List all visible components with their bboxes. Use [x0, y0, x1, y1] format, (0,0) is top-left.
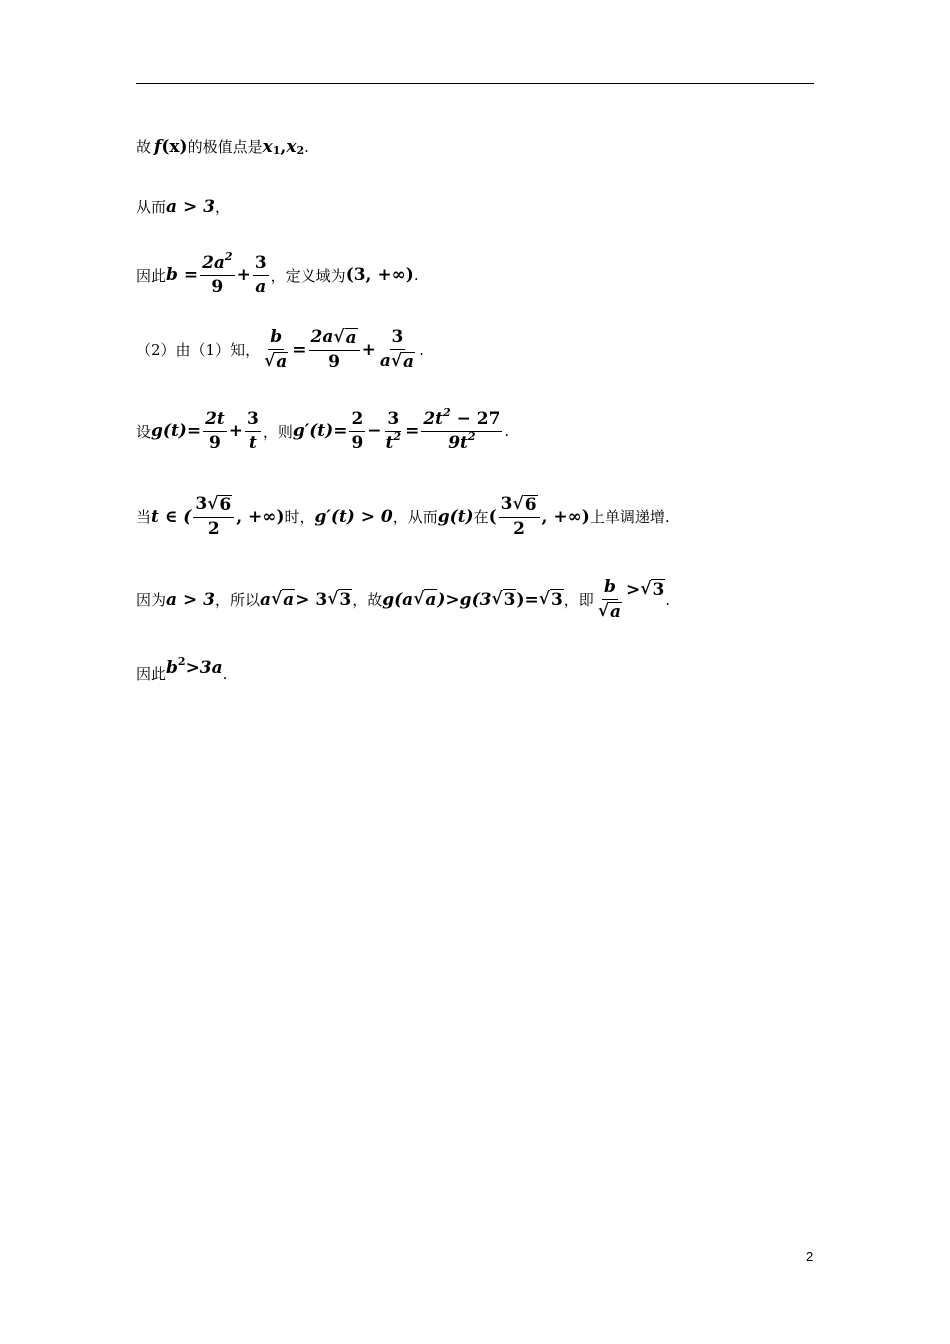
- fraction: b √ a: [264, 327, 288, 372]
- greater-than: >: [626, 579, 641, 600]
- line-7: 因为 a > 3 ，所以 a √ a > 3 √ 3 ，故 g(a √ a )>g(3 √ 3 )= √ 3 ，即 b √ a > √ 3 .: [136, 577, 671, 622]
- numerator: 3: [253, 254, 269, 276]
- fraction: [245, 410, 261, 452]
- radicand: a: [276, 351, 288, 372]
- numerator: 3: [385, 410, 401, 432]
- line-3: [136, 250, 419, 297]
- text: 因此: [136, 665, 167, 683]
- text: ，即: [563, 591, 594, 610]
- math-g: g(t)=: [151, 421, 202, 442]
- math-f: f: [154, 136, 162, 157]
- fraction: [253, 254, 269, 296]
- math-expr: )=: [516, 589, 539, 610]
- math-b: b: [166, 657, 178, 678]
- period: .: [665, 590, 671, 609]
- text: 故: [136, 138, 152, 156]
- denominator: 2: [513, 518, 526, 539]
- period: .: [419, 340, 424, 359]
- denominator: 9: [209, 432, 221, 453]
- fraction: [349, 410, 365, 452]
- math-x: (x): [161, 136, 188, 157]
- numerator-rest: − 27: [450, 409, 501, 429]
- math-gprime: g′(t)=: [292, 421, 348, 442]
- text: 因为: [136, 591, 167, 610]
- fraction: [200, 250, 235, 297]
- equals: =: [405, 421, 420, 442]
- period: .: [413, 266, 419, 285]
- radicand: a: [610, 601, 622, 622]
- numerator: b: [602, 578, 618, 600]
- equals: =: [292, 339, 307, 360]
- line-5: [136, 406, 510, 453]
- exponent: 2: [177, 655, 186, 668]
- math-rest: , +∞): [541, 506, 590, 527]
- math-expr: > 3: [295, 589, 328, 610]
- math-domain: (3, +∞): [345, 265, 414, 286]
- text: ，所以: [214, 591, 260, 610]
- text: ，则: [262, 422, 293, 441]
- fraction: 2a √ a 9: [309, 328, 360, 371]
- text: 设: [136, 422, 152, 441]
- denominator: a: [255, 276, 267, 297]
- numerator: 3: [500, 494, 513, 514]
- text: 因此: [136, 266, 167, 285]
- math-gprime: g′(t) > 0: [314, 506, 393, 527]
- period: .: [504, 422, 510, 441]
- denominator: 2: [207, 518, 220, 539]
- denominator: 9: [211, 276, 224, 297]
- minus: −: [367, 421, 382, 442]
- denominator: t: [385, 432, 394, 453]
- fraction: [203, 410, 227, 452]
- fraction: [384, 410, 404, 452]
- fraction: 3 √ 6 2: [193, 495, 234, 538]
- line-8: [136, 655, 228, 684]
- math-expr: g(a: [382, 589, 414, 610]
- line-6: [136, 495, 670, 538]
- denominator: a: [379, 350, 391, 371]
- fraction: 3 a √ a: [379, 327, 415, 372]
- numerator: 3: [195, 494, 208, 514]
- math-paren: (: [488, 506, 497, 527]
- text: 时，: [284, 508, 315, 527]
- exponent: 2: [467, 429, 476, 443]
- numerator: 3: [390, 328, 406, 350]
- period: .: [304, 137, 309, 156]
- radicand: 6: [524, 495, 537, 515]
- radicand: a: [425, 590, 437, 611]
- text: ，从而: [392, 508, 438, 527]
- subscript: 1: [272, 144, 281, 157]
- numerator: 2a: [202, 253, 225, 273]
- line-2: [136, 196, 230, 217]
- math-g: g(t): [437, 506, 474, 527]
- punct: ，: [214, 198, 230, 216]
- exponent: 2: [224, 250, 233, 263]
- line-1: [136, 136, 309, 157]
- denominator: t: [249, 432, 257, 453]
- math-x1: x: [262, 136, 273, 157]
- radicand: a: [283, 590, 295, 611]
- period: .: [222, 664, 228, 683]
- text: ，故: [352, 591, 383, 610]
- fraction: [421, 406, 502, 453]
- denominator: 9: [351, 432, 364, 453]
- math-expr: a > 3: [166, 196, 215, 217]
- math-t-in: t ∈ (: [151, 506, 192, 527]
- math-comma: ,: [280, 136, 287, 157]
- math-expr: a > 3: [166, 589, 215, 610]
- exponent: 2: [443, 406, 451, 419]
- radicand: 6: [219, 495, 232, 515]
- math-rest: , +∞): [236, 506, 285, 527]
- math-expr: a: [259, 589, 271, 610]
- exponent: 2: [393, 429, 402, 443]
- subscript: 2: [296, 144, 305, 157]
- text: ，定义域为: [270, 266, 346, 285]
- text: 当: [136, 508, 152, 527]
- plus: +: [236, 265, 251, 286]
- denominator: 9t: [448, 432, 468, 453]
- fraction: 3 √ 6 2: [499, 495, 540, 538]
- text: 从而: [136, 198, 167, 216]
- numerator: 2t: [423, 409, 443, 429]
- text: （2）由（1）知，: [136, 341, 261, 360]
- math-lhs: b =: [166, 265, 199, 286]
- math-expr: )>g(3: [437, 589, 492, 610]
- numerator: 2t: [203, 410, 227, 432]
- radicand: a: [345, 328, 357, 348]
- page-number: 2: [806, 1249, 814, 1264]
- radicand: 3: [550, 590, 563, 611]
- radicand: 3: [503, 590, 516, 611]
- plus: +: [228, 421, 244, 442]
- radicand: 3: [652, 580, 665, 601]
- header-rule: [136, 83, 814, 84]
- numerator: 3: [245, 410, 261, 432]
- numerator: b: [268, 328, 284, 350]
- text: 上单调递增.: [589, 508, 670, 527]
- fraction: b √ a: [597, 577, 622, 622]
- numerator: 2: [349, 410, 365, 432]
- radicand: 3: [339, 590, 352, 611]
- math-x2: x: [286, 136, 297, 157]
- text: 在: [473, 508, 489, 527]
- denominator: 9: [328, 351, 340, 372]
- line-4: [136, 328, 424, 371]
- plus: +: [361, 339, 376, 360]
- math-expr: >3a: [185, 657, 223, 678]
- radicand: a: [403, 351, 415, 372]
- text: 的极值点是: [187, 138, 263, 156]
- numerator: 2a: [310, 327, 334, 347]
